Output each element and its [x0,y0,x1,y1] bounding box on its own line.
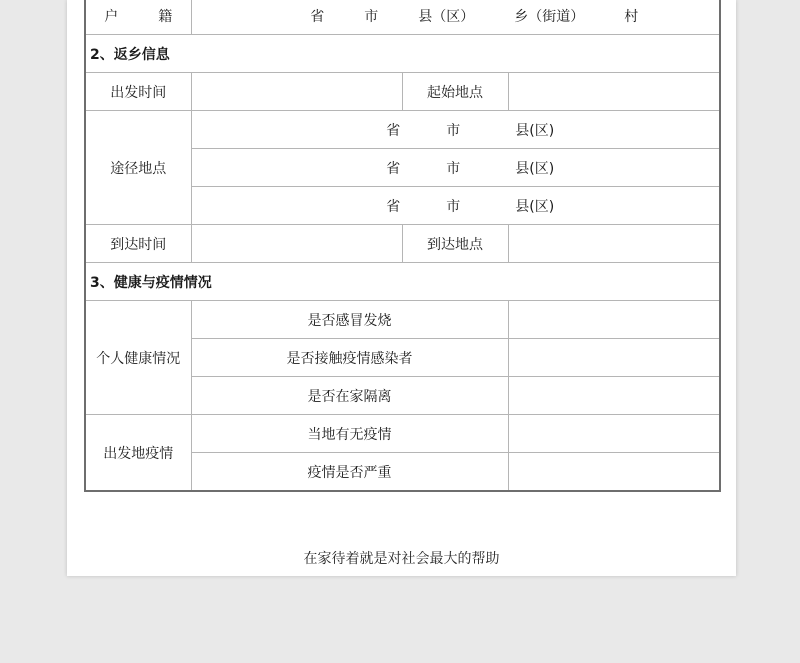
hukou-province: 省 [310,8,325,25]
return-home-form-table [84,0,721,492]
hukou-city: 市 [364,8,379,25]
origin-answer-severity[interactable] [508,453,720,492]
hukou-village: 村 [624,8,639,25]
footer-slogan: 在家待着就是对社会最大的帮助 [303,551,500,567]
arrive-place-label: 到达地点 [402,225,508,263]
origin-row-1 [85,415,720,453]
origin-item-severity: 疫情是否严重 [191,453,508,492]
hukou-county: 县（区） [418,8,475,25]
route-2-county: 县(区) [515,160,555,177]
arrive-place-input[interactable] [508,225,720,263]
route-3-province: 省 [386,198,401,215]
health-item-quarantine: 是否在家隔离 [191,377,508,415]
start-place-label: 起始地点 [402,73,508,111]
route-3-city: 市 [446,198,461,215]
section2-row [85,35,720,73]
depart-time-input[interactable] [191,73,402,111]
route-label: 途径地点 [85,111,191,225]
arrive-time-label: 到达时间 [85,225,191,263]
hukou-address-cell[interactable] [191,0,720,35]
route-address-3[interactable] [191,187,720,225]
health-label: 个人健康情况 [85,301,191,415]
health-item-contact: 是否接触疫情感染者 [191,339,508,377]
section2-title: 2、返乡信息 [85,35,720,73]
route-1-province: 省 [386,122,401,139]
origin-item-local: 当地有无疫情 [191,415,508,453]
section3-row [85,263,720,301]
health-answer-fever[interactable] [508,301,720,339]
route-1-city: 市 [446,122,461,139]
hukou-town: 乡（街道） [514,8,585,25]
health-answer-quarantine[interactable] [508,377,720,415]
health-item-fever: 是否感冒发烧 [191,301,508,339]
form-sheet [67,0,736,576]
section3-title: 3、健康与疫情情况 [85,263,720,301]
route-3-county: 县(区) [515,198,555,215]
hukou-label-char-1: 户 [104,8,119,25]
route-1-county: 县(区) [515,122,555,139]
health-row-1 [85,301,720,339]
start-place-input[interactable] [508,73,720,111]
depart-time-label: 出发时间 [85,73,191,111]
route-address-1[interactable] [191,111,720,149]
hukou-row [85,0,720,35]
arrive-row [85,225,720,263]
route-2-city: 市 [446,160,461,177]
arrive-time-input[interactable] [191,225,402,263]
origin-answer-local[interactable] [508,415,720,453]
route-2-province: 省 [386,160,401,177]
hukou-label [85,0,191,35]
depart-row [85,73,720,111]
route-address-2[interactable] [191,149,720,187]
hukou-label-char-2: 籍 [158,8,173,25]
route-row-1 [85,111,720,149]
origin-label: 出发地疫情 [85,415,191,492]
health-answer-contact[interactable] [508,339,720,377]
